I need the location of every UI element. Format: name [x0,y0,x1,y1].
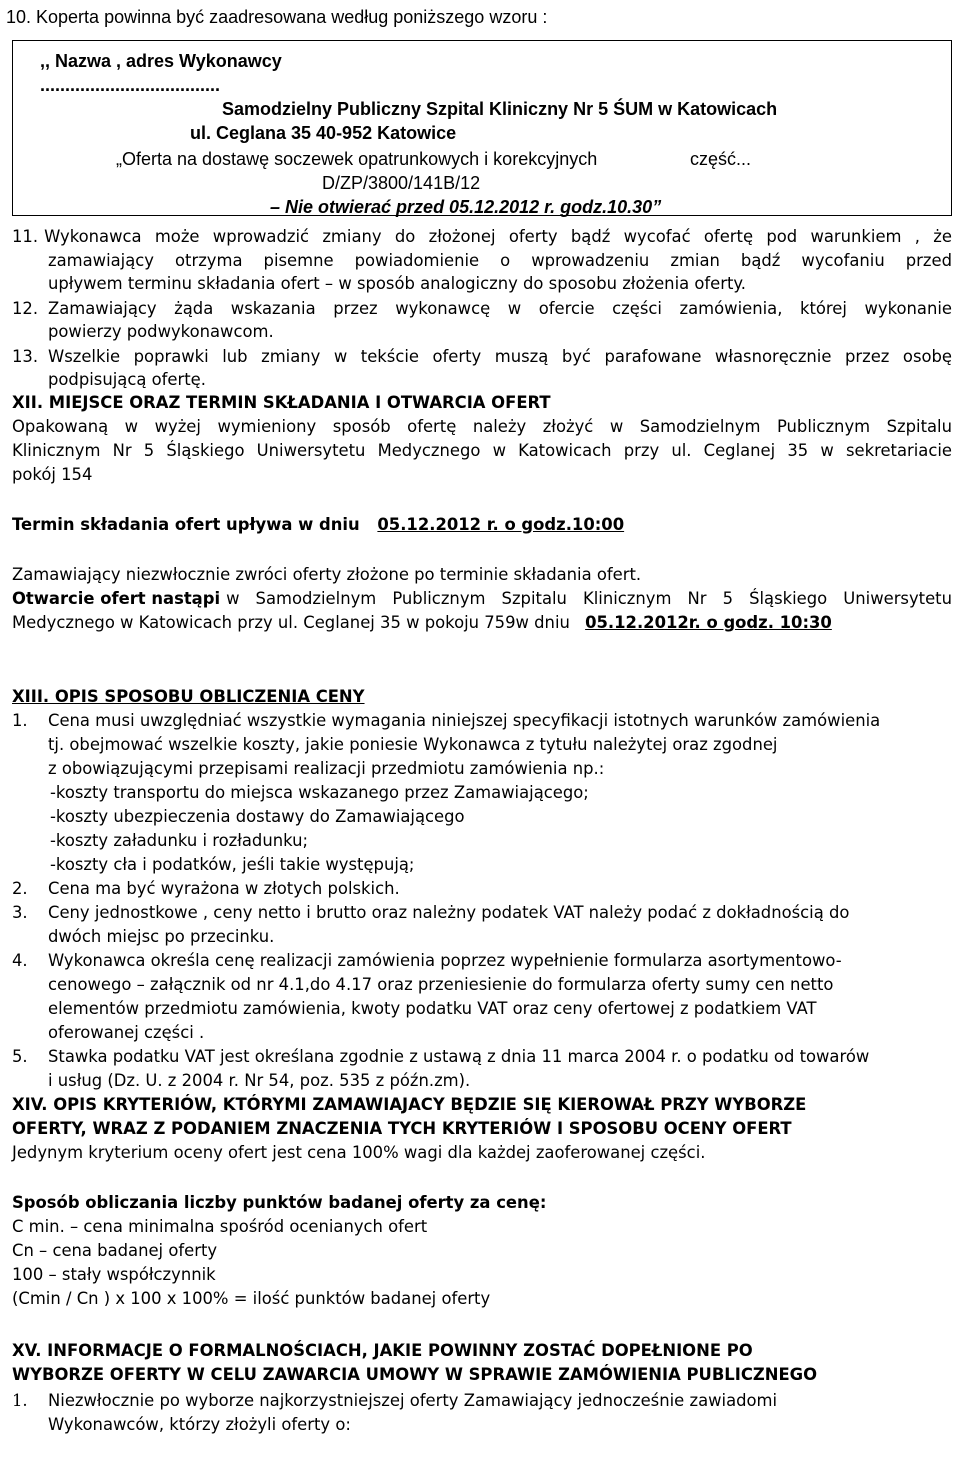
section-12-title-text: MIEJSCE ORAZ TERMIN SKŁADANIA I OTWARCIA OFERT [48,393,551,412]
item-12-number: 12. [12,299,39,318]
s13-item-4-line-1: Wykonawca określa cenę realizacji zamówienia poprzez wypełnienie formularza asortymentowo- [48,951,842,970]
deadline-label: Termin składania ofert upływa w dniu [12,515,360,534]
envelope-dots: .................................... [40,75,221,95]
s13-item-5-number: 5. [12,1047,28,1066]
section-12-para-line-3: pokój 154 [12,465,93,484]
envelope-contractor-line: ,, Nazwa , adres Wykonawcy [40,51,282,71]
s13-item-4-line-2: cenowego – załącznik od nr 4.1,do 4.17 oraz przeniesienie do formularza oferty sumy cen netto [48,975,834,994]
s15-item-1-line-2: Wykonawców, którzy złożyli oferty o: [48,1415,351,1434]
item-11-number: 11. [12,227,39,246]
s13-item-4-number: 4. [12,951,28,970]
envelope-reference: D/ZP/3800/141B/12 [322,173,481,193]
s13-item-4-line-4: oferowanej części . [48,1023,205,1042]
deadline-line [12,514,624,536]
envelope-warning: – Nie otwierać przed 05.12.2012 r. godz.10.30” [270,197,662,217]
s13-item-1-line-3: z obowiązującymi przepisami realizacji przedmiotu zamówienia np.: [48,759,605,778]
formula-coefficient: 100 – stały współczynnik [12,1265,216,1284]
item-12-line-2: powierzy podwykonawcom. [48,322,274,341]
opening-line-1 [12,588,952,610]
s13-item-3-number: 3. [12,903,28,922]
envelope-part: część... [690,149,752,169]
s13-item-3-line-1: Ceny jednostkowe , ceny netto i brutto oraz należny podatek VAT należy podać z dokładnością do [48,903,850,922]
formula-cn: Cn – cena badanej oferty [12,1241,218,1260]
envelope-street: ul. Ceglana 35 40-952 Katowice [190,123,457,143]
section-14-title-line-1: XIV. OPIS KRYTERIÓW, KTÓRYMI ZAMAWIAJACY BĘDZIE SIĘ KIEROWAŁ PRZY WYBORZE [12,1095,807,1114]
s15-item-1-line-1: Niezwłocznie po wyborze najkorzystniejszej oferty Zamawiający jednocześnie zawiadomi [48,1391,778,1410]
opening-line-1-rest: w Samodzielnym Publicznym Szpitalu Klinicznym Nr 5 Śląskiego Uniwersytetu [226,589,952,608]
s13-item-1-number: 1. [12,711,28,730]
opening-line-2: Medycznego w Katowicach przy ul. Ceglanej 35 w pokoju 759w dniu 05.12.2012r. o godz. 10:30 [12,613,832,632]
envelope-addressee: Samodzielny Publiczny Szpital Kliniczny Nr 5 ŚUM w Katowicach [222,99,778,119]
section-14-title-line-2: OFERTY, WRAZ Z PODANIEM ZNACZENIA TYCH KRYTERIÓW I SPOSOBU OCENY OFERT [12,1119,792,1138]
s13-item-1-line-1: Cena musi uwzględniać wszystkie wymagania niniejszej specyfikacji istotnych warunków zamówienia [48,711,881,730]
section-15-title-line-1: XV. INFORMACJE O FORMALNOŚCIACH, JAKIE POWINNY ZOSTAĆ DOPEŁNIONE PO [12,1341,753,1360]
envelope-offer-text: „Oferta na dostawę soczewek opatrunkowych i korekcyjnych [116,149,598,169]
cost-transport: -koszty transportu do miejsca wskazanego przez Zamawiającego; [50,783,589,802]
section-12-para-line-2: Klinicznym Nr 5 Śląskiego Uniwersytetu Medycznego w Katowicach przy ul. Ceglanej 35 w sekretariacie [12,441,952,460]
formula-cmin: C min. – cena minimalna spośród ocenianych ofert [12,1217,428,1236]
item-13-line-1: Wszelkie poprawki lub zmiany w tekście oferty muszą być parafowane własnoręcznie przez osobę [48,347,952,366]
s13-item-5-line-1: Stawka podatku VAT jest określana zgodnie z ustawą z dnia 11 marca 2004 r. o podatku od towarów [48,1047,870,1066]
cost-duty-tax: -koszty cła i podatków, jeśli takie występują; [50,855,415,874]
item-12-line-1: Zamawiający żąda wskazania przez wykonawcę w ofercie części zamówienia, której wykonanie [48,299,952,318]
s15-item-1-number: 1. [12,1391,28,1410]
sole-criterion: Jedynym kryterium oceny ofert jest cena 100% wagi dla każdej zaoferowanej części. [12,1143,706,1162]
s13-item-5-line-2: i usług (Dz. U. z 2004 r. Nr 54, poz. 535 z późn.zm). [48,1071,471,1090]
s13-item-3-line-2: dwóch miejsc po przecinku. [48,927,275,946]
opening-date: 05.12.2012r. o godz. 10:30 [585,613,832,632]
section-12-para-line-1: Opakowaną w wyżej wymieniony sposób ofertę należy złożyć w Samodzielnym Publicznym Szpitalu [12,417,952,436]
s13-item-4-line-3: elementów przedmiotu zamówienia, kwoty podatku VAT oraz ceny ofertowej z podatkiem VAT [48,999,817,1018]
cost-insurance: -koszty ubezpieczenia dostawy do Zamawiającego [50,807,465,826]
section-12-title [12,392,551,414]
s13-item-2-number: 2. [12,879,28,898]
item-13-line-2: podpisującą ofertę. [48,370,206,389]
section-12-roman: XII. [12,393,44,412]
deadline-value: 05.12.2012 r. o godz.10:00 [377,515,625,534]
item-13-number: 13. [12,347,39,366]
opening-label: Otwarcie ofert nastąpi [12,589,221,608]
item-11-line-1: 11. Wykonawca może wprowadzić zmiany do złożonej oferty bądź wycofać ofertę pod warunkiem , że [12,227,952,246]
item-11-line-3: upływem terminu składania ofert – w sposób analogiczny do sposobu złożenia oferty. [48,274,747,293]
s13-item-2-line-1: Cena ma być wyrażona w złotych polskich. [48,879,400,898]
section-15-title-line-2: WYBORZE OFERTY W CELU ZAWARCIA UMOWY W SPRAWIE ZAMÓWIENIA PUBLICZNEGO [12,1365,818,1384]
s13-item-1-line-2: tj. obejmować wszelkie koszty, jakie poniesie Wykonawca z tytułu należytej oraz zgodnej [48,735,778,754]
late-offers-return: Zamawiający niezwłocznie zwróci oferty złożone po terminie składania ofert. [12,565,642,584]
section-10-heading: 10. Koperta powinna być zaadresowana według poniższego wzoru : [6,7,548,27]
formula-expression: (Cmin / Cn ) x 100 x 100% = ilość punktów badanej oferty [12,1289,491,1308]
formula-heading: Sposób obliczania liczby punktów badanej oferty za cenę: [12,1193,547,1212]
cost-loading: -koszty załadunku i rozładunku; [50,831,308,850]
item-11-line-2: zamawiający otrzyma pisemne powiadomienie o wprowadzeniu zmian bądź wycofaniu przed [48,251,952,270]
section-13-title: XIII. OPIS SPOSOBU OBLICZENIA CENY [12,687,365,706]
